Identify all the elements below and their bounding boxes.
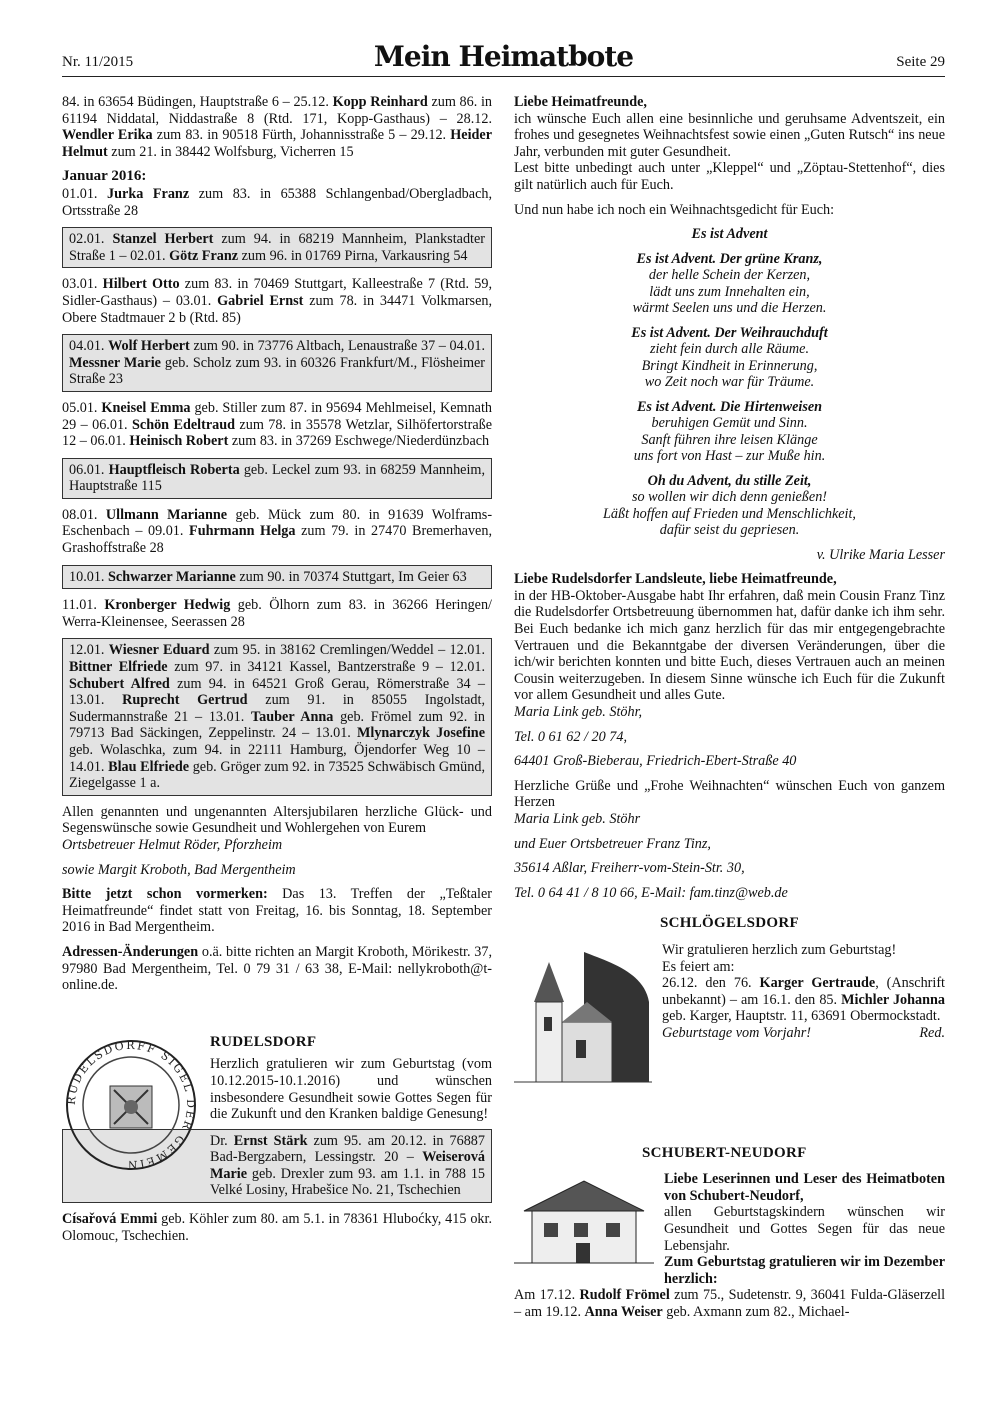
- signature: 35614 Aßlar, Freiherr-vom-Stein-Str. 30,: [514, 860, 745, 877]
- signature: und Euer Ortsbetreuer Franz Tinz,: [514, 835, 711, 852]
- page-header: [62, 40, 945, 77]
- schloegelsdorf-section: [514, 915, 945, 1100]
- signature: Maria Link geb. Stöhr: [514, 810, 641, 827]
- month-heading: Januar 2016:: [62, 168, 147, 185]
- birthday-entry: 11.01. Kronberger Hedwig geb. Ölhorn zum 83. in 36266 Heringen/ Werra-Kleinensee, Seerassen 28: [62, 597, 492, 630]
- salutation: Liebe Leserinnen und Leser des Heimatboten von Schubert-Neudorf,: [664, 1171, 945, 1204]
- letter-text: Und nun habe ich noch ein Weihnachtsgedicht für Euch:: [514, 201, 835, 218]
- poem-stanza: [514, 325, 945, 391]
- poem-line: Oh du Advent, du stille Zeit,: [647, 472, 812, 489]
- signature: sowie Margit Kroboth, Bad Mergentheim: [62, 861, 296, 878]
- highlight-box: 12.01. Wiesner Eduard zum 95. in 38162 Cremlingen/Weddel – 12.01. Bittner Elfriede zum 97. in 34121 Kassel, Bantzerstraße 9 – 12.01. Schubert Alfred zum 94. in 64521 Groß Gerau, Römerstraße 34 – 13.01. Ruprecht Gertrud zum 91. in 85055 Ingolstadt, Sudermannstraße 21 – 13.01. Tauber Anna geb. Frömel zum 92. in 79713 Bad Säckingen, Zeppelinstr. 24 – 13.01. Mlynarczyk Josefine geb. Wolaschka, zum 94. in 22111 Hamburg, Öjendorfer Weg 10 – 14.01. Blau Elfriede geb. Gröger zum 92. in 73525 Schwäbisch Gmünd, Ziegelgasse 1 a.: [62, 638, 492, 795]
- birthday-entry: 03.01. Hilbert Otto zum 83. in 70469 Stuttgart, Kalleestraße 7 (Rtd. 59, Sidler-Gasthaus) – 03.01. Gabriel Ernst zum 78. in 34471 Volkmarsen, Obere Stadtmauer 2 b (Rtd. 85): [62, 276, 493, 326]
- letter-text: Lest bitte unbedingt auch unter „Kleppel“ und „Zöptau-Stettenhof“, dies gilt natürlich auch für Euch.: [514, 160, 945, 193]
- poem-line: uns fort von Hast – zur Muße hin.: [633, 448, 826, 465]
- seal-image: [62, 1030, 200, 1185]
- section-text: Herzlich gratulieren wir zum Geburtstag (vom 10.12.2015-10.1.2016) und wünschen insbesondere Gesundheit sowie Gottes Segen für die Zukunft und den Kranken baldige Genesung!: [210, 1056, 492, 1123]
- birthday-entry: 08.01. Ullmann Marianne geb. Mück zum 80. in 91639 Wolframs-Eschenbach – 09.01. Fuhrmann Helga zum 79. in 27470 Bremerhaven, Grashoffstraße 28: [62, 506, 493, 557]
- section-title: SCHUBERT-NEUDORF: [642, 1144, 807, 1161]
- newspaper-page: [62, 40, 946, 1320]
- poem-stanzas: [514, 251, 945, 539]
- birthday-entry: 84. in 63654 Büdingen, Hauptstraße 6 – 25.12. Kopp Reinhard zum 86. in 61194 Niddatal, Niddastraße 8 (Rtd. 171, Kopp-Gasthaus) – 28.12. Wendler Erika zum 83. in 90518 Fürth, Johannisstraße 5 – 29.12. Heider Helmut zum 21. in 38442 Wolfsburg, Vicherren 15: [62, 94, 493, 160]
- salutation: Liebe Heimatfreunde,: [514, 94, 647, 110]
- masthead-title: Mein Heimatbote: [373, 40, 634, 73]
- highlight-box: 04.01. Wolf Herbert zum 90. in 73776 Altbach, Lenaustraße 37 – 04.01. Messner Marie geb. Scholz zum 93. in 60326 Frankfurt/M., Flösheimer Straße 23: [62, 334, 492, 392]
- birthday-entry: 26.12. den 76. Karger Gertraude, (Anschrift unbekannt) – am 16.1. den 85. Michler Johanna geb. Karger, Hauptstr. 11, 63691 Obermockstadt.: [662, 975, 945, 1025]
- poem-line: dafür seist du gepriesen.: [659, 522, 800, 539]
- birthday-entry: Císařová Emmi geb. Köhler zum 80. am 5.1. in 78361 Hluboćky, 415 okr. Olomouc, Tschechien.: [62, 1211, 492, 1244]
- letter-text: Herzliche Grüße und „Frohe Weihnachten“ wünschen Euch von ganzem Herzen: [514, 777, 945, 811]
- highlight-box: 10.01. Schwarzer Marianne zum 90. in 70374 Stuttgart, Im Geier 63: [62, 565, 492, 590]
- poem-stanza: [514, 473, 945, 539]
- left-column: [62, 94, 492, 1252]
- signature: Tel. 0 61 62 / 20 74,: [514, 728, 627, 745]
- poem-line: Sanft führen ihre leisen Klänge: [641, 431, 818, 448]
- svg-text:RUDELSDORFF SIGEL DER GEMEIN: RUDELSDORFF SIGEL DER GEMEIN: [64, 1038, 198, 1171]
- poem-line: lädt uns zum Innehalten ein,: [649, 283, 810, 300]
- poem-line: Bringt Kindheit in Erinnerung,: [641, 357, 818, 374]
- birthday-entry: 05.01. Kneisel Emma geb. Stiller zum 87. in 95694 Mehlmeisel, Kemnath 29 – 06.01. Schön Edeltraud zum 78. in 35578 Wetzlar, Silhöfertorstraße 12 – 06.01. Heinisch Robert zum 83. in 37269 Eschwege/Niederdünzbach: [62, 399, 493, 450]
- poem-line: Es ist Advent. Der Weihrauchduft: [631, 324, 828, 341]
- poem-stanza: [514, 251, 945, 317]
- birthday-entry: 01.01. Jurka Franz zum 83. in 65388 Schlangenbad/Obergladbach, Ortsstraße 28: [62, 185, 493, 219]
- schubert-neudorf-section: [514, 1145, 945, 1321]
- signature: Maria Link geb. Stöhr,: [514, 704, 643, 720]
- highlight-box: 06.01. Hauptfleisch Roberta geb. Leckel zum 93. in 68259 Mannheim, Hauptstraße 115: [62, 458, 492, 499]
- issue-number: Nr. 11/2015: [62, 54, 134, 70]
- church-image: [514, 942, 652, 1097]
- poem-line: beruhigen Gemüt und Sinn.: [651, 415, 808, 432]
- poem-line: wo Zeit noch war für Träume.: [644, 374, 815, 391]
- section-text: Es feiert am:: [662, 958, 735, 975]
- section-title: RUDELSDORF: [210, 1033, 317, 1050]
- poem-line: wärmt Seelen uns und die Herzen.: [632, 300, 827, 317]
- page-number: Seite 29: [896, 54, 945, 70]
- signature: Tel. 0 64 41 / 8 10 66, E-Mail: fam.tinz@web.de: [514, 884, 788, 901]
- section-text: allen Geburtstagskindern wünschen wir Gesundheit und Gottes Segen für das neue Lebensjahr.: [664, 1204, 945, 1254]
- notice-paragraph: Bitte jetzt schon vormerken: Das 13. Treffen der „Teßtaler Heimatfreunde“ findet statt von Freitag, 16. bis Sonntag, 18. September 2016 in Bad Mergentheim.: [62, 886, 493, 936]
- poem-title: Es ist Advent: [691, 226, 768, 243]
- right-column: [514, 94, 945, 1320]
- poem-stanza: [514, 399, 945, 465]
- poem-line: so wollen wir dich denn genießen!: [631, 489, 828, 506]
- signature: 64401 Groß-Bieberau, Friedrich-Ebert-Straße 40: [514, 753, 797, 770]
- notice-paragraph: Adressen-Änderungen o.ä. bitte richten an Margit Kroboth, Mörikestr. 37, 97980 Bad Mergentheim, Tel. 0 79 31 / 63 38, E-Mail: nellykroboth@t-online.de.: [62, 943, 492, 994]
- highlight-box: 02.01. Stanzel Herbert zum 94. in 68219 Mannheim, Plankstadter Straße 1 – 02.01. Götz Franz zum 96. in 01769 Pirna, Varkausring 54: [62, 227, 492, 268]
- poem: [514, 226, 945, 563]
- letter-text: ich wünsche Euch allen eine besinnliche und geruhsame Adventszeit, ein frohes und gesegnetes Weihnachtsfest sowie einen „Guten Rutsch“ ins neue Jahr, verbunden mit guter Gesundheit.: [514, 110, 945, 160]
- section-text: Wir gratulieren herzlich zum Geburtstag!: [662, 941, 897, 958]
- greeting-text: Allen genannten und ungenannten Altersjubilaren herzliche Glück- und Segenswünsche sowie Gesundheit und Wohlergehen von Eurem: [62, 803, 492, 837]
- salutation: Liebe Rudelsdorfer Landsleute, liebe Heimatfreunde,: [514, 571, 837, 588]
- birthday-entry: Am 17.12. Rudolf Frömel zum 75., Sudetenstr. 9, 36041 Fulda-Gläserzell – am 19.12. Anna Weiser geb. Axmann zum 82., Michael-: [514, 1287, 946, 1320]
- letter-text: in der HB-Oktober-Ausgabe habt Ihr erfahren, daß mein Cousin Franz Tinz die Rudelsdorfer Ortsbetreuung übernommen hat, dafür danke ich ihm sehr. Bei Euch bedanke ich mich ganz herzlich für das mir entgegengebrachte Vertrauen und die Bekanntgabe der diversen Veränderungen, über die ich/wir berichten konnten und bitte Euch, dieses Vertrauen auch an meinen Cousin weiterzugeben. In diesem Sinne wünsche ich Euch für die Zukunft vor allem Gesundheit und alles Gute.: [514, 587, 945, 704]
- section-title: SCHLÖGELSDORF: [660, 915, 799, 932]
- poem-line: Es ist Advent. Der grüne Kranz,: [636, 250, 823, 267]
- poem-line: Es ist Advent. Die Hirtenweisen: [636, 398, 823, 415]
- house-image: [514, 1171, 654, 1276]
- section-footer: Geburtstage vom Vorjahr! Red.: [662, 1024, 945, 1041]
- poem-line: Läßt hoffen auf Frieden und Menschlichkeit,: [603, 505, 856, 522]
- rudelsdorf-section: [62, 1030, 492, 1245]
- signature: Ortsbetreuer Helmut Röder, Pforzheim: [62, 836, 283, 853]
- poem-line: der helle Schein der Kerzen,: [648, 267, 811, 284]
- section-text: Zum Geburtstag gratulieren wir im Dezember herzlich:: [664, 1254, 945, 1287]
- highlight-box: Dr. Ernst Stärk zum 95. am 20.12. in 76887 Bad-Bergzabern, Lessingstr. 20 – Weiserová Marie geb. Drexler zum 93. am 1.1. in 788 15 Velké Losiny, Hrabešice No. 21, Tschechien: [62, 1129, 492, 1203]
- poem-line: zieht fein durch alle Räume.: [649, 341, 810, 358]
- poem-author: v. Ulrike Maria Lesser: [816, 546, 945, 563]
